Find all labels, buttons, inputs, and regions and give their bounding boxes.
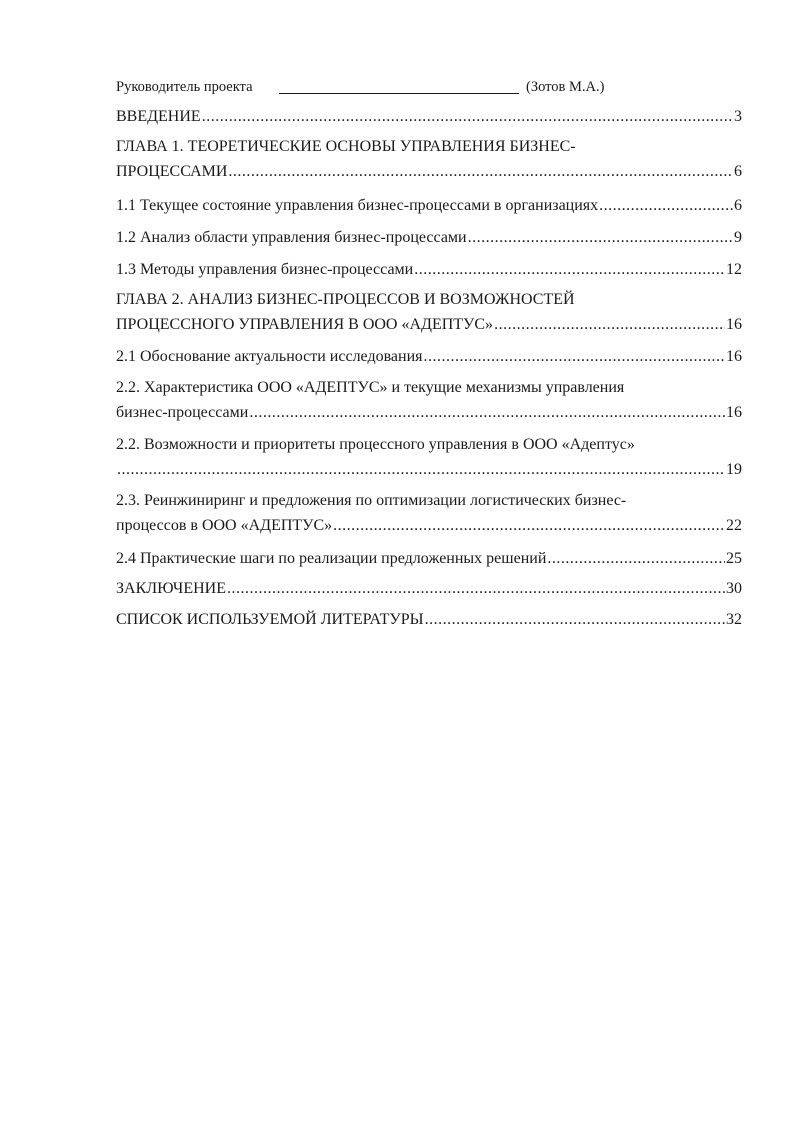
toc-leader-dots: [333, 513, 725, 538]
toc-page-number: 19: [726, 461, 742, 478]
toc-page-number: 3: [734, 108, 742, 125]
supervisor-name: (Зотов М.А.): [526, 79, 605, 95]
toc-entry-chapter-1[interactable]: [116, 134, 742, 184]
toc-entry-section-1-1[interactable]: [116, 193, 742, 218]
toc-entry-references[interactable]: [116, 607, 742, 632]
toc-entry-title-line-2: ПРОЦЕССНОГО УПРАВЛЕНИЯ В ООО «АДЕПТУС»: [116, 316, 494, 333]
toc-entry-title-line-2: бизнес-процессами: [116, 404, 249, 421]
toc-entry-title-line-1: 2.2. Возможности и приоритеты процессного управления в ООО «Адептус»: [116, 436, 635, 453]
toc-entry-title-line-1: 2.3. Реинжиниринг и предложения по оптимизации логистических бизнес-: [116, 492, 627, 509]
toc-page-number: 16: [726, 316, 742, 333]
toc-page-number: 32: [726, 611, 742, 628]
toc-entry-section-1-2[interactable]: [116, 225, 742, 250]
toc-entry-title: 1.3 Методы управления бизнес-процессами: [116, 261, 414, 278]
toc-entry-section-2-2-characteristics[interactable]: [116, 375, 742, 425]
toc-leader-dots: [228, 159, 733, 184]
toc-entry-section-1-3[interactable]: [116, 257, 742, 282]
toc-leader-dots: [424, 344, 725, 369]
toc-entry-title-line-2: ПРОЦЕССАМИ: [116, 163, 228, 180]
toc-entry-chapter-2[interactable]: [116, 287, 742, 337]
toc-page-number: 6: [734, 163, 742, 180]
toc-page-number: 22: [726, 517, 742, 534]
toc-entry-section-2-1[interactable]: [116, 344, 742, 369]
toc-leader-dots: [468, 225, 733, 250]
toc-leader-dots: [227, 576, 725, 601]
toc-entry-title-line-2: процессов в ООО «АДЕПТУС»: [116, 517, 333, 534]
toc-entry-title-line-1: 2.2. Характеристика ООО «АДЕПТУС» и текущие механизмы управления: [116, 379, 625, 396]
toc-leader-dots: [414, 257, 725, 282]
toc-leader-dots: [599, 193, 733, 218]
toc-leader-dots: [494, 312, 725, 337]
toc-entry-section-2-3[interactable]: [116, 488, 742, 538]
toc-page-number: 25: [726, 550, 742, 567]
toc-entry-section-2-4[interactable]: [116, 546, 742, 571]
toc-entry-title-line-1: ГЛАВА 1. ТЕОРЕТИЧЕСКИЕ ОСНОВЫ УПРАВЛЕНИЯ БИЗНЕС-: [116, 138, 576, 155]
toc-entry-title-line-1: ГЛАВА 2. АНАЛИЗ БИЗНЕС-ПРОЦЕССОВ И ВОЗМОЖНОСТЕЙ: [116, 291, 575, 308]
toc-page-number: 30: [726, 580, 742, 597]
toc-entry-conclusion[interactable]: [116, 576, 742, 601]
toc-page-number: 12: [726, 261, 742, 278]
toc-leader-dots: [117, 457, 725, 482]
toc-entry-title: ЗАКЛЮЧЕНИЕ: [116, 580, 226, 597]
toc-leader-dots: [202, 104, 733, 129]
toc-entry-section-2-2-opportunities[interactable]: [116, 432, 742, 482]
toc-entry-title: ВВЕДЕНИЕ: [116, 108, 201, 125]
toc-entry-title: 2.1 Обоснование актуальности исследования: [116, 348, 423, 365]
toc-entry-title: 1.2 Анализ области управления бизнес-процессами: [116, 229, 467, 246]
supervisor-label: Руководитель проекта: [116, 79, 253, 95]
supervisor-signature-block: [116, 78, 616, 96]
toc-page-number: 6: [734, 197, 742, 214]
toc-entry-title: СПИСОК ИСПОЛЬЗУЕМОЙ ЛИТЕРАТУРЫ: [116, 611, 424, 628]
signature-line: [279, 93, 519, 94]
toc-page-number: 16: [726, 348, 742, 365]
toc-entry-introduction[interactable]: [116, 104, 742, 129]
toc-page-number: 16: [726, 404, 742, 421]
toc-leader-dots: [249, 400, 725, 425]
toc-page-number: 9: [734, 229, 742, 246]
toc-entry-title: 1.1 Текущее состояние управления бизнес-процессами в организациях: [116, 197, 599, 214]
toc-leader-dots: [547, 546, 725, 571]
toc-entry-title: 2.4 Практические шаги по реализации предложенных решений: [116, 550, 547, 567]
toc-leader-dots: [425, 607, 725, 632]
